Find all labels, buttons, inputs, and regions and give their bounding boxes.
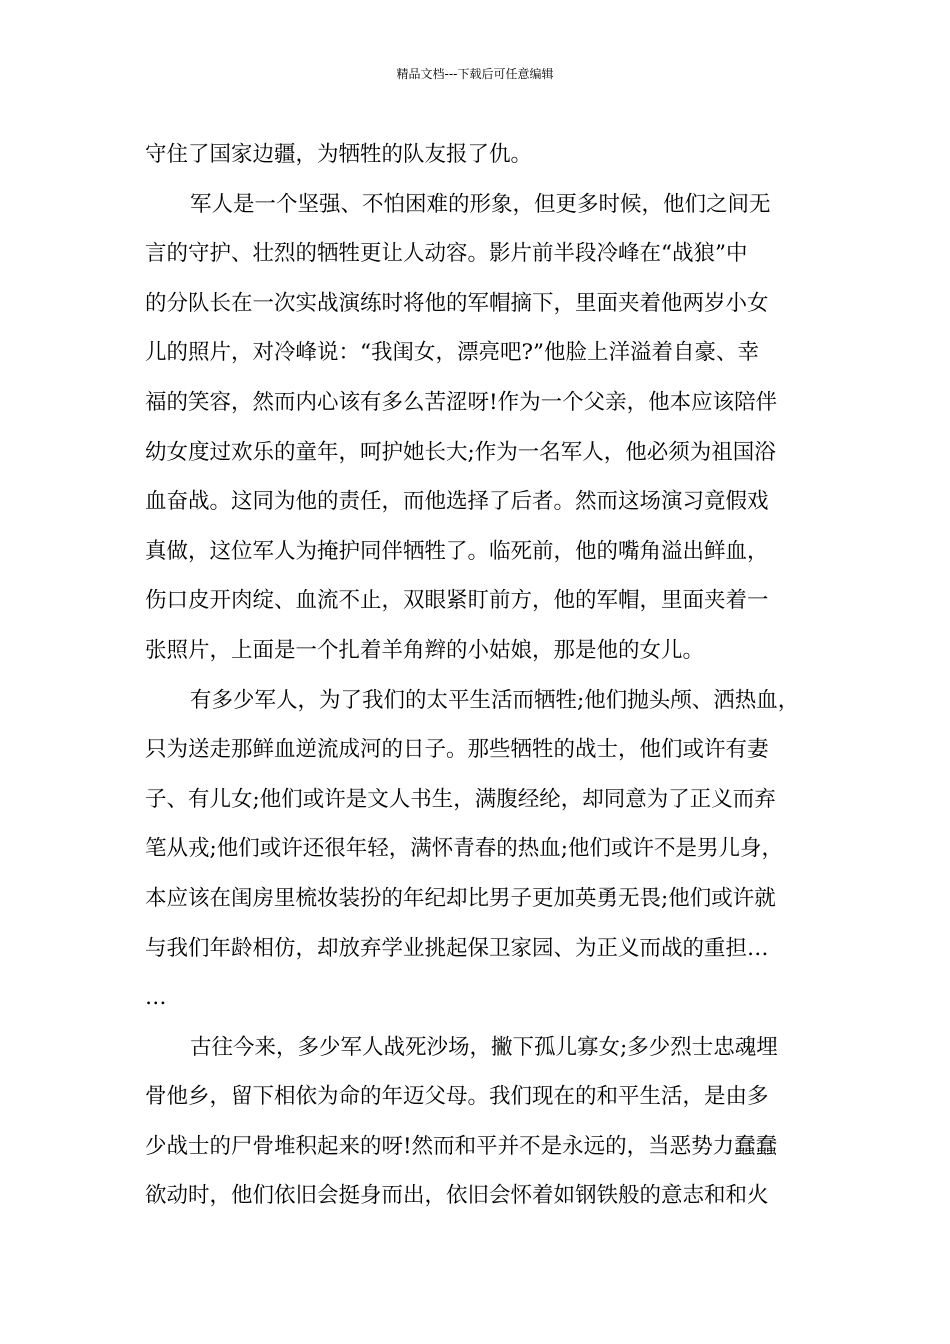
- text-line: 本应该在闺房里梳妆装扮的年纪却比男子更加英勇无畏;他们或许就: [145, 885, 776, 911]
- paragraph-start-line: 古往今来，多少军人战死沙场，撇下孤儿寡女;多少烈士忠魂埋: [190, 1034, 778, 1060]
- text-line: 张照片，上面是一个扎着羊角辫的小姑娘，那是他的女儿。: [145, 637, 705, 663]
- paragraph-start-line: 军人是一个坚强、不怕困难的形象，但更多时候，他们之间无: [190, 191, 771, 217]
- text-line: 真做，这位军人为掩护同伴牺牲了。临死前，他的嘴角溢出鲜血，: [145, 538, 769, 564]
- text-line: 幼女度过欢乐的童年，呵护她长大;作为一名军人，他必须为祖国浴: [145, 439, 776, 465]
- text-line: 言的守护、壮烈的牺牲更让人动容。影片前半段冷峰在“战狼”中: [145, 241, 748, 267]
- text-line: 伤口皮开肉绽、血流不止，双眼紧盯前方，他的军帽，里面夹着一: [145, 588, 769, 614]
- text-line: 只为送走那鲜血逆流成河的日子。那些牺牲的战士，他们或许有妻: [145, 737, 769, 763]
- text-line: 子、有儿女;他们或许是文人书生，满腹经纶，却同意为了正义而弃: [145, 786, 776, 812]
- text-line: 欲动时，他们依旧会挺身而出，依旧会怀着如钢铁般的意志和和火: [145, 1183, 769, 1209]
- text-line: 少战士的尸骨堆积起来的呀!然而和平并不是永远的，当恶势力蠢蠢: [145, 1133, 778, 1159]
- page-header: 精品文档---下载后可任意编辑: [396, 67, 554, 81]
- body-text: [145, 130, 825, 1221]
- text-line: 福的笑容，然而内心该有多么苦涩呀!作为一个父亲，他本应该陪伴: [145, 389, 778, 415]
- text-line: 儿的照片，对冷峰说：“我闺女，漂亮吧?”他脸上洋溢着自豪、幸: [145, 340, 760, 366]
- paragraph-start-line: 有多少军人，为了我们的太平生活而牺牲;他们抛头颅、洒热血，: [190, 687, 800, 713]
- text-line: 笔从戎;他们或许还很年轻，满怀青春的热血;他们或许不是男儿身，: [145, 836, 783, 862]
- text-line: 血奋战。这同为他的责任，而他选择了后者。然而这场演习竟假戏: [145, 489, 769, 515]
- text-line: 与我们年龄相仿，却放弃学业挑起保卫家园、为正义而战的重担…: [145, 935, 769, 961]
- text-line: 骨他乡，留下相依为命的年迈父母。我们现在的和平生活，是由多: [145, 1084, 769, 1110]
- text-line: 的分队长在一次实战演练时将他的军帽摘下，里面夹着他两岁小女: [145, 290, 769, 316]
- text-line: 守住了国家边疆，为牺牲的队友报了仇。: [145, 142, 533, 167]
- text-line: …: [145, 985, 167, 1011]
